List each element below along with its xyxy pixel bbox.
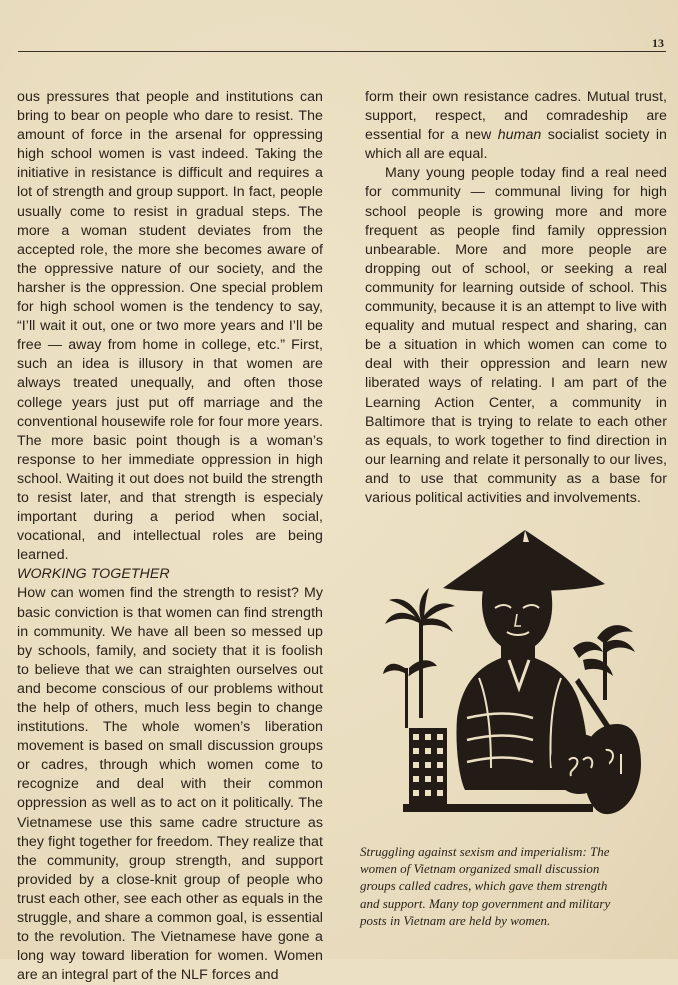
caption-line-1: Struggling against sexism and imperialism: The <box>360 844 610 859</box>
right-paragraph-1-start: form their own resistance cadres. Mutual trust, support, respect, and comradeship are essential for a new <box>365 89 667 144</box>
right-paragraph-2: Many young people today find a real need for community — communal living for high school people is growing more and more frequent as people find family oppression unbearable. More and more people are dropping out of school, or seeking a real community for learning outside of school. This community, because it is an attempt to live with equality and mutual respect and sharing, can be a situation in which women can come to deal with their oppression and learn new liberated ways of relating. I am part of the Learning Action Center, a community in Baltimore that is trying to relate to each other as equals, to work together to find direction in our learning and relate it personally to our lives, and to use that community as a base for various political activities and involvements. <box>365 165 667 506</box>
right-paragraph-1 <box>365 88 667 164</box>
left-column <box>17 88 323 985</box>
page-number: 13 <box>652 36 664 50</box>
caption-line-3: groups called cadres, which gave them strength <box>360 878 608 894</box>
emphasis-human: human <box>497 127 542 144</box>
right-column <box>365 88 667 508</box>
left-paragraph-1: ous pressures that people and institutions can bring to bear on people who dare to resist. The amount of force in the arsenal for oppressing high school women is vast indeed. Taking the initiative in resistance is difficult and requires a lot of strength and group support. In fact, people usually come to resist in gradual steps. The more a woman student deviates from the accepted role, the more she becomes aware of the oppressive nature of our society, and the harsher is the oppression. One special problem for high school women is the tendency to say, “I’ll wait it out, one or two more years and I’ll be free — away from home in college, etc.” First, such an idea is illusory in that women are always treated unequally, and often those college years just put off marriage and the conventional housewife role for four more years. The more basic point though is a woman’s response to her immediate oppression in high school. Waiting it out does not build the strength to resist later, and that strength is especialy important during a period when social, vocational, and intellectual roles are being learned. <box>17 89 323 564</box>
illustration-caption <box>360 843 660 929</box>
caption-line-2: women of Vietnam organized small discussion <box>360 861 600 877</box>
left-paragraph-2: How can women find the strength to resist? My basic conviction is that women can find strength in community. We have all been so messed up by schools, family, and society that it is foolish to believe that we can straighten ourselves out and become conscious of our problems without the help of others, much less begin to change institutions. The whole women’s liberation movement is based on small discussion groups or cadres, through which women come to recognize and deal with their common oppression as well as to act on it politically. The Vietnamese use this same cadre structure as they fight together for freedom. They realize that the community, group strength, and support provided by a close-knit group of people who trust each other, see each other as equals in the struggle, and share a common goal, is essential to the revolution. The Vietnamese have gone a long way toward liberation for women. Women are an integral part of the NLF forces and <box>17 585 323 984</box>
caption-line-4: and support. Many top government and military <box>360 895 611 911</box>
palm-tree-left <box>383 588 455 728</box>
section-heading: WORKING TOGETHER <box>17 566 170 583</box>
woodcut-illustration <box>383 528 641 828</box>
caption-line-5: posts in Vietnam are held by women. <box>360 912 551 928</box>
right-paragraph-1-end: socialist society in which all are equal. <box>365 127 667 163</box>
header-rule <box>18 51 666 52</box>
